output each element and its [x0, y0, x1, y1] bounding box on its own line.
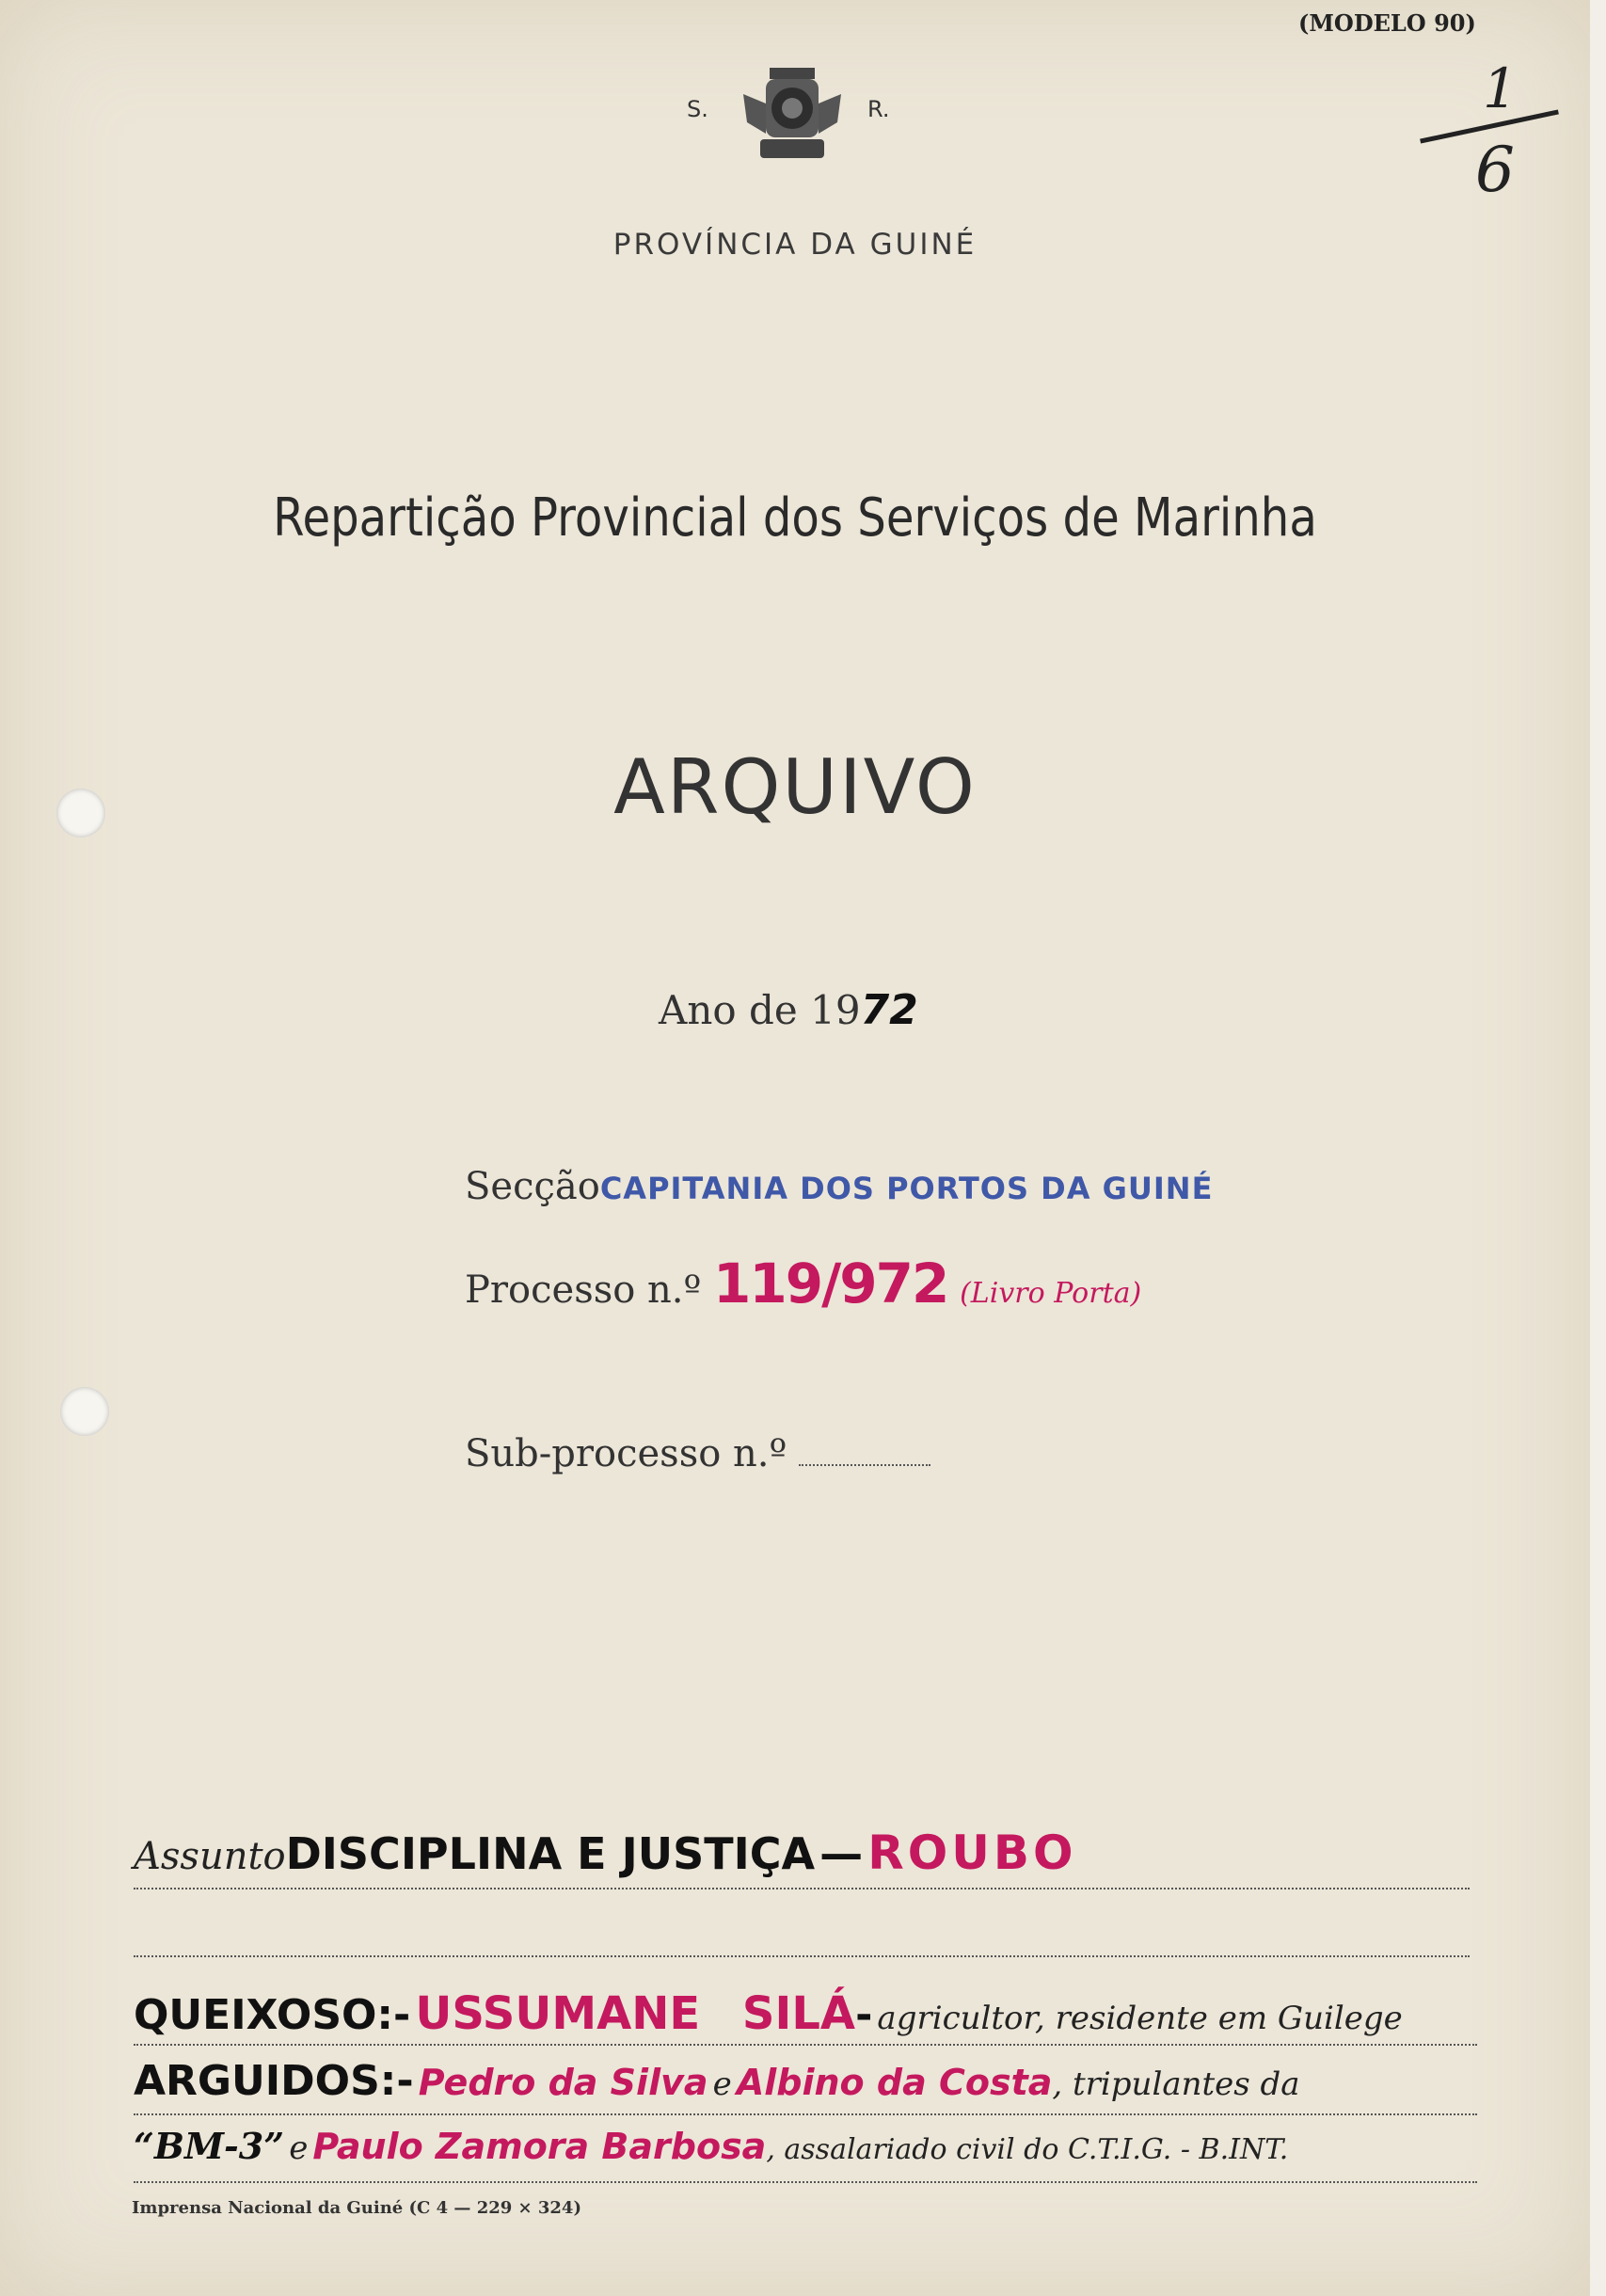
folio-top: 1 — [1483, 56, 1518, 120]
folio-bottom: 6 — [1475, 134, 1515, 206]
province-heading: PROVÍNCIA DA GUINÉ — [612, 228, 978, 262]
arguidos-line — [134, 2057, 1477, 2115]
imprint-footer: Imprensa Nacional da Guiné (C 4 — 229 × 324) — [132, 2198, 581, 2218]
seal — [679, 66, 905, 169]
assunto-value: DISCIPLINA E JUSTIÇA — [285, 1828, 816, 1879]
arguido-name-3: Paulo Zamora Barbosa — [312, 2126, 767, 2167]
vessel-name: “BM-3” — [134, 2125, 285, 2167]
processo-label: Processo n.º — [465, 1268, 702, 1312]
assunto-dash: — — [819, 1828, 864, 1879]
punch-hole-bottom — [60, 1387, 109, 1436]
arguidos-label: ARGUIDOS:- — [134, 2057, 414, 2105]
queixoso-desc: agricultor, residente em Guilege — [877, 2000, 1403, 2037]
processo-line — [465, 1252, 1141, 1315]
seccao-line — [465, 1165, 1213, 1208]
archive-title: ARQUIVO — [613, 743, 977, 831]
modelo-label: (MODELO 90) — [1298, 9, 1476, 37]
seal-left-letter: S. — [687, 96, 708, 122]
seal-right-letter: R. — [867, 96, 890, 122]
arguidos-and-2: e — [289, 2129, 309, 2167]
arguido-name-2: Albino da Costa — [736, 2062, 1053, 2103]
arguidos-desc-1: , tripulantes da — [1052, 2065, 1300, 2103]
arguido-name-1: Pedro da Silva — [418, 2062, 708, 2103]
queixoso-name: USSUMANE SILÁ — [415, 1987, 856, 2040]
queixoso-line — [134, 1987, 1477, 2046]
folio-number — [1419, 56, 1560, 216]
year-value: 72 — [860, 986, 918, 1034]
blank-line — [134, 1946, 1470, 1957]
year-label: Ano de 19 — [659, 987, 861, 1033]
subprocesso-label: Sub-processo n.º — [465, 1432, 787, 1475]
year-line — [659, 986, 918, 1034]
queixoso-sep: - — [855, 1991, 873, 2039]
seccao-stamp: CAPITANIA DOS PORTOS DA GUINÉ — [599, 1171, 1214, 1206]
assunto-crime: ROUBO — [867, 1826, 1077, 1880]
assunto-label: Assunto — [134, 1835, 286, 1878]
assunto-line — [134, 1826, 1470, 1889]
arguidos-desc-2: , assalariado civil do C.T.I.G. - B.INT. — [766, 2133, 1289, 2166]
queixoso-label: QUEIXOSO:- — [134, 1991, 411, 2039]
arguidos-and-1: e — [712, 2065, 732, 2103]
processo-number: 119/972 — [713, 1252, 948, 1315]
subprocesso-line — [465, 1432, 930, 1475]
arguidos-line-2 — [134, 2125, 1477, 2183]
processo-note: (Livro Porta) — [960, 1277, 1142, 1310]
coat-of-arms-icon — [738, 66, 847, 164]
seccao-label: Secção — [465, 1165, 600, 1208]
office-title: Repartição Provincial dos Serviços de Marinha — [273, 487, 1317, 549]
subprocesso-field — [799, 1438, 930, 1466]
